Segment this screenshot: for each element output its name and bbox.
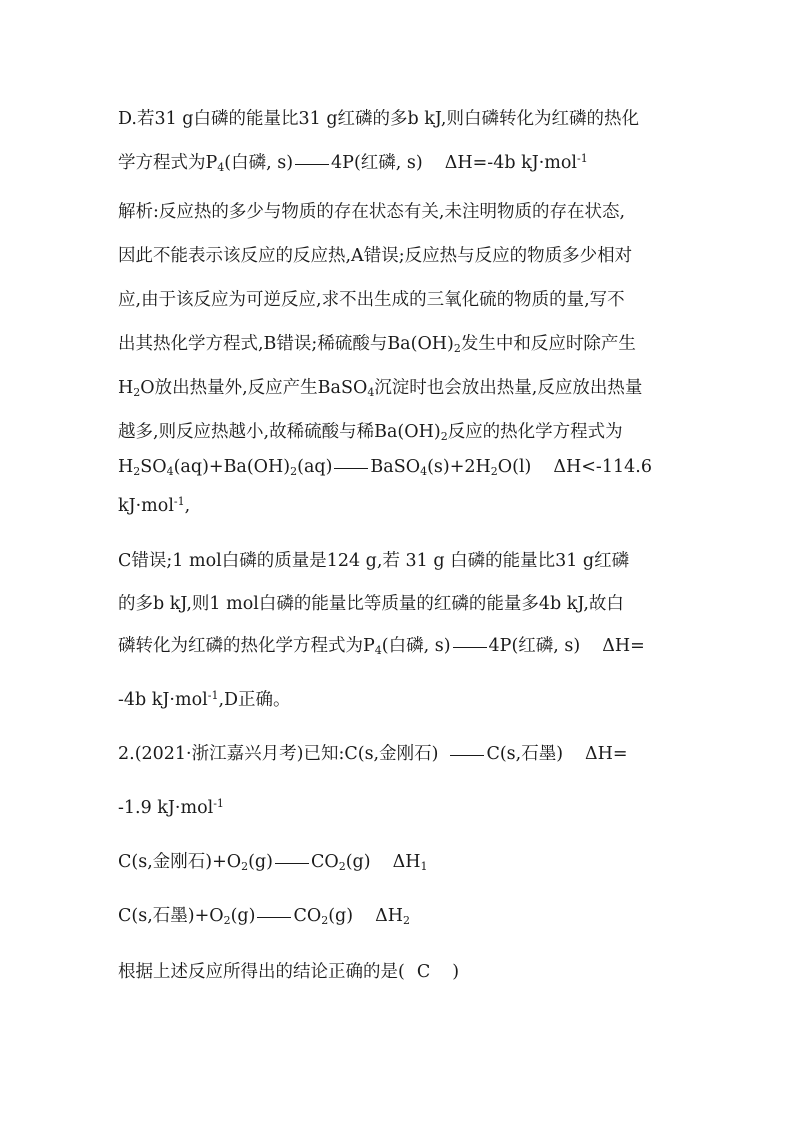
analysis-line10: 的多b kJ,则1 mol白磷的能量比等质量的红磷的能量多4b kJ,故白 — [118, 594, 624, 614]
analysis-line9: C错误;1 mol白磷的质量是124 g,若 31 g 白磷的能量比31 g红磷 — [118, 551, 630, 571]
analysis-line8: kJ·mol$^{-1}$, — [118, 495, 191, 516]
question2-reaction2: C(s,石墨)$+O_2(g)$ $CO_2(g)$ $\Delta H_2$ — [118, 906, 410, 927]
question2-line2: -1.9 kJ·mol$^{-1}$ — [118, 797, 224, 818]
analysis-line2: 因此不能表示该反应的反应热,A错误;反应热与反应的物质多少相对 — [118, 246, 633, 266]
reaction-arrow — [275, 863, 309, 864]
question2-line1: 2.(2021·浙江嘉兴月考)已知:C(s,金刚石) C(s,石墨) ΔH= — [118, 744, 628, 764]
analysis-equation: $H_2SO_4(aq)+Ba(OH)_2(aq)$ $BaSO_4(s)+2H_2O(l)$ ΔH<-114.6 — [118, 457, 652, 478]
reaction-arrow — [295, 164, 329, 165]
question2-reaction1: C(s,金刚石)$+O_2(g)$ $CO_2(g)$ $\Delta H_1$ — [118, 852, 428, 873]
analysis-line11: 磷转化为红磷的热化学方程式为$P_4$(白磷, s) 4P(红磷, s) ΔH= — [118, 636, 645, 657]
question2-stem: 根据上述反应所得出的结论正确的是( C ) — [118, 962, 460, 982]
reaction-arrow — [450, 755, 484, 756]
analysis-line5: $H_2O$放出热量外,反应产生BaSO$_4$沉淀时也会放出热量,反应放出热量 — [118, 378, 643, 399]
analysis-line6: 越多,则反应热越小,故稀硫酸与稀$Ba(OH)_2$反应的热化学方程式为 — [118, 422, 623, 443]
reaction-arrow — [257, 917, 291, 918]
analysis-line1: 解析:反应热的多少与物质的存在状态有关,未注明物质的存在状态, — [118, 202, 626, 222]
option-d-line2: 学方程式为$P_4$(白磷, s) 4P(红磷, s) ΔH=-4b kJ·mol$^{-1}$ — [118, 152, 588, 174]
option-d-line1: D.若31 g白磷的能量比31 g红磷的多b kJ,则白磷转化为红磷的热化 — [118, 109, 639, 129]
analysis-line12: -4b kJ·mol$^{-1}$,D正确。 — [118, 689, 291, 710]
answer-choice: C — [416, 962, 431, 982]
reaction-arrow — [453, 647, 487, 648]
analysis-line4: 出其热化学方程式,B错误;稀硫酸与$Ba(OH)_2$发生中和反应时除产生 — [118, 334, 636, 355]
reaction-arrow — [334, 468, 368, 469]
analysis-line3: 应,由于该反应为可逆反应,求不出生成的三氧化硫的物质的量,写不 — [118, 290, 625, 310]
